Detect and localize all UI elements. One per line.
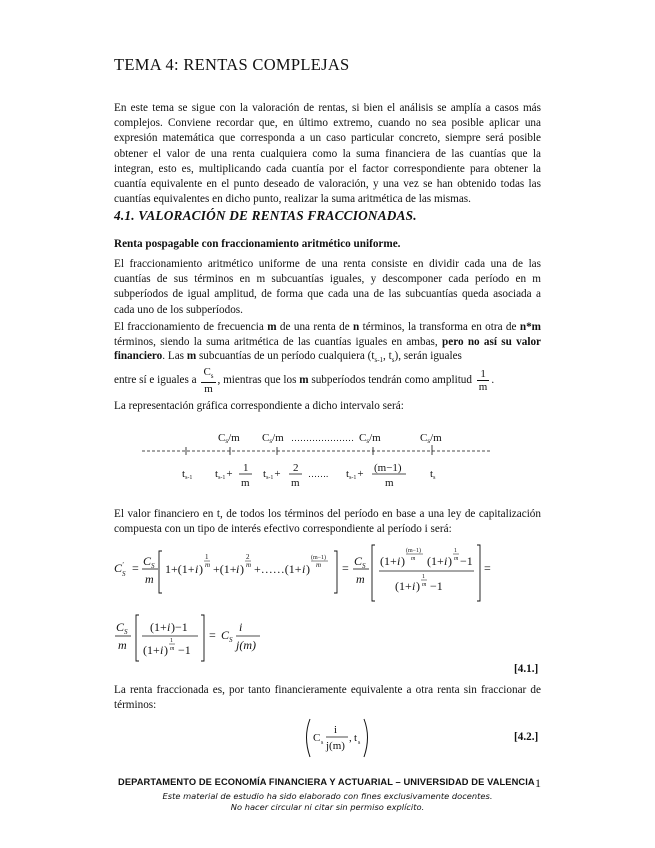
c-sub: s [225,437,229,445]
page-number: 1 [535,776,541,790]
text-span: entre sí e iguales a [114,374,200,387]
t-letter: t [182,468,186,480]
paragraph-5: La renta fraccionada es, por tanto financieramente equivalente a otra renta sin fraccionar de términos: [114,684,541,712]
svg-text:=: = [209,628,216,642]
frac-den: m [478,381,488,394]
svg-text:C: C [143,554,152,568]
c-letter: C [359,432,367,444]
c-sub: s [427,437,431,445]
svg-text:(1+: (1+ [143,643,160,657]
text-span: El fraccionamiento de frecuencia [114,321,268,333]
svg-text:(m−1): (m−1) [311,555,327,561]
subscript: s-1 [374,356,384,365]
frac-num: C [203,366,211,378]
frac-den-m: m [385,477,394,489]
t-letter: t [263,468,267,480]
text-m: m [267,321,277,333]
frac-num-2: 2 [293,462,299,474]
label-t-m1m [346,468,364,481]
intro-paragraph: En este tema se sigue con la valoración de rentas, si bien el análisis se amplía a casos más complejos. Conviene recordar que, en último extremo, cuando no sea posible aplicar una expresión matemática que corresponda a un caso particular concreto, siempre será posible obtener el valor de una renta cualquiera como la suma financiera de las cuantías que la integran, esto es, multiplicando cada cuantía por el factor correspondiente para obtener la cuantía equivalente en el punto deseado de valoración, y una vez se han obtenido todas las cuantías equivalentes en dicho punto, realizar la suma aritmética de las mismas. [114,102,541,206]
svg-text:C: C [221,628,230,642]
svg-text:1: 1 [205,553,209,561]
svg-text:): ) [416,579,420,593]
svg-text:S: S [229,636,233,644]
svg-text:+……(1+: +……(1+ [254,562,302,576]
svg-text:−1: −1 [178,643,191,657]
text-span: subperíodos tendrán como amplitud [308,374,475,387]
svg-text:+(1+: +(1+ [213,562,237,576]
svg-text:i: i [239,620,243,634]
svg-text:): ) [448,554,452,568]
frac-den: m [204,383,213,396]
c-sub: s [366,437,370,445]
eq42-sub-s: s [358,740,361,746]
equation-4-2 [302,715,382,761]
label-cs-m-2 [262,432,284,445]
svg-text:C: C [354,554,363,568]
text-span: términos, siendo la suma aritmética de las cuantías iguales en ambas, [114,335,442,348]
text-span: de una renta de [276,321,354,333]
svg-text:(1+: (1+ [427,554,444,568]
page-title: TEMA 4: RENTAS COMPLEJAS [114,55,350,74]
svg-text:i: i [236,562,240,576]
svg-text:(1+: (1+ [150,620,167,634]
t-sub: s-1 [218,475,226,481]
svg-text:i: i [160,643,164,657]
label-t-1m [215,468,233,481]
svg-text:i: i [302,562,306,576]
svg-text:): ) [164,643,168,657]
frac-num: 1 [477,368,490,381]
svg-text:m: m [145,572,154,586]
paragraph-3: La representación gráfica correspondiente a dicho intervalo será: [114,400,404,412]
svg-text:=: = [132,561,139,575]
svg-text:m: m [118,638,127,652]
svg-text:m: m [356,572,365,586]
plus: + [357,468,364,480]
bold-phrase-1: pero no así [442,335,497,348]
svg-text:=: = [342,561,349,575]
svg-text:i: i [397,554,401,568]
paragraph-4: El valor financiero en t, de todos los términos del período en base a una ley de capitalización compuesta con un tipo de interés efectivo correspondiente al período i será: [114,508,541,536]
svg-text:m: m [246,561,252,569]
t-letter: t [430,468,434,480]
label-cs-m-1 [218,432,240,445]
eq42-c: C [313,732,321,744]
paragraph-2 [114,320,541,368]
text-m: m [186,350,197,363]
svg-text:1+(1+: 1+(1+ [165,562,195,576]
svg-text:1: 1 [170,638,173,644]
svg-text:)−1: )−1 [171,620,188,634]
text-span: términos, la transforma en otra de [359,321,517,333]
plus: + [226,468,233,480]
c-sub: s [269,437,273,445]
footer-note-2: No hacer circular ni citar sin permiso explícito. [230,802,425,812]
t-letter: t [346,468,350,480]
svg-text:': ' [122,561,124,569]
frac-num-1: 1 [243,462,249,474]
svg-text:): ) [240,562,244,576]
paragraph-2-line-3: entre sí e iguales a $\frac{C_s}{m}$ , mientras que los m subperíodos tendrán como amplitud $\frac{1}{m}$ . [114,366,495,396]
equation-label-4-1: [4.1.] [514,663,539,675]
svg-text:−1: −1 [460,554,473,568]
dots-top: ………………… [291,433,354,443]
text-n: n [353,321,360,333]
svg-text:): ) [401,554,405,568]
text-span: ), serán iguales [394,350,462,363]
over-m: /m [272,432,284,444]
svg-text:j(m): j(m) [236,638,256,652]
svg-text:): ) [306,562,310,576]
frac-den-m: m [241,477,250,489]
t-sub: s-1 [349,475,357,481]
svg-text:S: S [362,562,366,570]
svg-text:(1+: (1+ [380,554,397,568]
text-nm: n*m [519,321,541,333]
paragraph-1: El fraccionamiento aritmético uniforme de una renta consiste en dividir cada una de las cuantías de sus términos en m subcuantías iguales, y descomponer cada período en m subperíodos de igual amplitud, de forma que cada una de las subcuantías queda asociada a cada uno de los subperíodos. [114,258,541,316]
bold-phrase-2: su valor financiero [114,335,542,363]
frac-den-m: m [291,477,300,489]
svg-text:1: 1 [422,574,425,580]
svg-text:m: m [205,561,211,569]
fraction-cs-over-m [201,366,215,395]
t-sub: s-1 [185,475,193,481]
label-t-s-1 [182,468,192,481]
svg-text:m: m [316,561,322,569]
plus: + [274,468,281,480]
text-span: . Las [162,350,187,363]
t-letter: t [215,468,219,480]
text-span: subcuantías de un período cualquiera (t [196,350,375,363]
c-letter: C [262,432,270,444]
svg-text:i: i [167,620,171,634]
label-cs-m-3 [359,432,381,445]
subsection-heading: Renta pospagable con fraccionamiento aritmético uniforme. [114,238,401,250]
t-sub: s-1 [266,475,274,481]
svg-text:1: 1 [454,548,457,554]
svg-text:=: = [484,561,491,575]
svg-text:S: S [122,570,126,578]
footer-department: DEPARTAMENTO DE ECONOMÍA FINANCIERA Y ACTUARIAL – UNIVERSIDAD DE VALENCIA [118,777,535,787]
over-m: /m [430,432,442,444]
equation-4-1 [112,543,502,663]
eq42-sub-s: s [321,740,324,746]
c-letter: C [218,432,226,444]
svg-text:2: 2 [246,553,250,561]
svg-text:S: S [151,562,155,570]
eq42-jm: j(m) [326,740,345,752]
svg-text:S: S [124,628,128,636]
svg-text:i: i [444,554,448,568]
svg-text:m: m [422,582,427,588]
svg-text:C: C [116,620,125,634]
over-m: /m [369,432,381,444]
svg-text:i: i [412,579,416,593]
equation-label-4-2: [4.2.] [514,731,539,743]
text-span: , mientras que los [217,374,300,387]
svg-text:): ) [199,562,203,576]
c-letter: C [420,432,428,444]
timeline-diagram [140,428,500,498]
text-m: m [299,374,309,387]
eq42-t: t [354,732,358,744]
eq42-i: i [334,724,338,736]
svg-text:C: C [114,561,123,575]
svg-text:(m−1): (m−1) [406,548,422,554]
svg-text:m: m [411,556,416,562]
over-m: /m [228,432,240,444]
dots-bottom: ……. [308,469,329,479]
subscript: s [391,356,395,365]
text-span: , t [383,350,392,363]
footer-note-1: Este material de estudio ha sido elaborado con fines exclusivamente docentes. [162,791,493,801]
label-cs-m-4 [420,432,442,445]
t-sub: s [433,475,436,481]
svg-text:,: , [349,732,352,744]
svg-text:i: i [195,562,199,576]
subscript: s [210,372,214,381]
svg-text:m: m [170,646,175,652]
section-heading: 4.1. VALORACIÓN DE RENTAS FRACCIONADAS. [114,208,417,223]
svg-text:−1: −1 [430,579,443,593]
label-t-2m [263,468,281,481]
frac-num-m1: (m−1) [374,462,402,474]
label-t-s [430,468,436,481]
svg-text:m: m [454,556,459,562]
fraction-one-over-m [477,368,490,393]
svg-text:(1+: (1+ [395,579,412,593]
